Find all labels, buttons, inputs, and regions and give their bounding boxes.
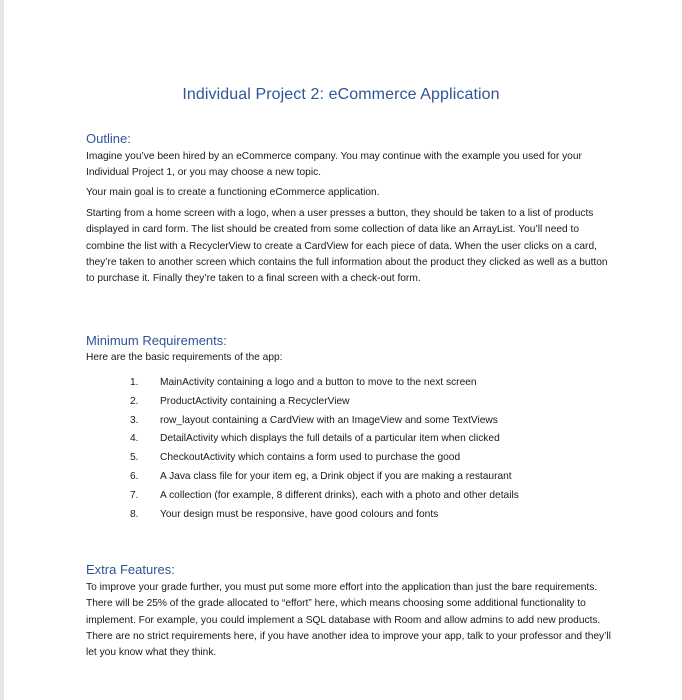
list-item	[126, 412, 606, 431]
list-item-number: 5.	[130, 452, 139, 464]
list-item-text: ProductActivity containing a RecyclerView	[160, 395, 350, 407]
list-item	[126, 506, 606, 525]
list-item-text: MainActivity containing a logo and a button to move to the next screen	[160, 377, 477, 388]
list-item	[126, 487, 606, 506]
list-item-number: 8.	[130, 508, 139, 520]
page-edge	[0, 0, 4, 700]
page-title: Individual Project 2: eCommerce Application	[182, 86, 500, 103]
extra-features-heading: Extra Features:	[86, 562, 175, 577]
extra-features-paragraph: To improve your grade further, you must put some more effort into the application than just the bare requirements. There will be 25% of the grade allocated to “effort” here, which means choosing some additional functionality to implement. For example, you could implement a SQL database with Room and allow admins to add new products. There are no strict requirements here, if you have another idea to improve your app, talk to your professor and they’ll let you know what they think.	[86, 582, 611, 659]
requirements-intro: Here are the basic requirements of the app:	[86, 352, 283, 363]
list-item-number: 1.	[130, 377, 139, 388]
list-item-number: 4.	[130, 433, 139, 445]
list-item-text: Your design must be responsive, have good colours and fonts	[160, 508, 439, 520]
outline-paragraph-3: Starting from a home screen with a logo, when a user presses a button, they should be taken to a list of products displayed in card form. The list should be created from some collection of data like an ArrayList. You’ll need to combine the list with a RecyclerView to create a CardView for each piece of data. When the user clicks on a card, they’re taken to another screen which contains the full information about the product they clicked as well as a button to purchase it. Finally they’re taken to a final screen with a check-out form.	[86, 208, 608, 285]
list-item-text: DetailActivity which displays the full details of a particular item when clicked	[160, 433, 500, 445]
outline-paragraph-2: Your main goal is to create a functioning eCommerce application.	[86, 187, 380, 198]
list-item	[126, 468, 606, 487]
list-item-text: A Java class file for your item eg, a Drink object if you are making a restaurant	[160, 470, 512, 482]
list-item	[126, 449, 606, 468]
list-item-number: 2.	[130, 395, 139, 407]
list-item	[126, 393, 606, 412]
list-item-text: A collection (for example, 8 different drinks), each with a photo and other details	[160, 489, 519, 501]
list-item-number: 6.	[130, 470, 139, 482]
outline-paragraph-1: Imagine you’ve been hired by an eCommerce company. You may continue with the example you used for your Individual Project 1, or you may choose a new topic.	[86, 151, 582, 179]
list-item	[126, 374, 606, 393]
list-item-text: CheckoutActivity which contains a form used to purchase the good	[160, 452, 461, 464]
outline-heading: Outline:	[86, 131, 131, 146]
list-item	[126, 430, 606, 449]
list-item-text: row_layout containing a CardView with an ImageView and some TextViews	[160, 414, 498, 426]
requirements-heading: Minimum Requirements:	[86, 333, 227, 348]
list-item-number: 3.	[130, 414, 139, 426]
requirements-list	[126, 374, 606, 524]
list-item-number: 7.	[130, 489, 139, 501]
